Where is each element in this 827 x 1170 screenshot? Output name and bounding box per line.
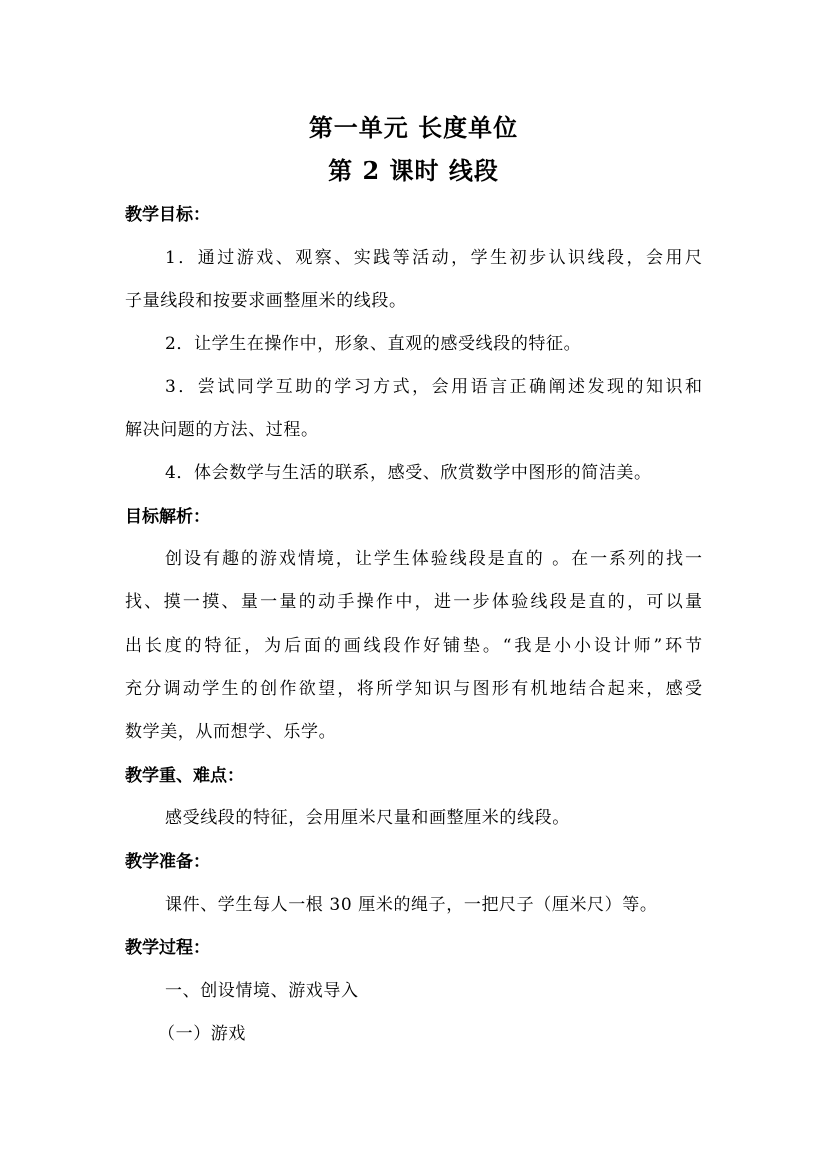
analysis-line-3: 出长度的特征，为后面的画线段作好铺垫。“我是小小设计师”环节: [125, 636, 702, 656]
preparation-text: 课件、学生每人一根 30 厘米的绳子，一把尺子（厘米尺）等。: [165, 895, 658, 915]
analysis-line-2: 找、摸一摸、量一量的动手操作中，进一步体验线段是直的，可以量: [125, 592, 702, 612]
objective-item-1-line-1: 1．通过游戏、观察、实践等活动，学生初步认识线段，会用尺: [165, 248, 702, 268]
process-heading: 教学过程：: [125, 938, 210, 958]
key-points-text: 感受线段的特征，会用厘米尺量和画整厘米的线段。: [165, 808, 570, 828]
objective-item-2: 2．让学生在操作中，形象、直观的感受线段的特征。: [165, 334, 582, 354]
objectives-heading: 教学目标：: [125, 205, 210, 225]
objective-item-4: 4．体会数学与生活的联系，感受、欣赏数学中图形的简洁美。: [165, 463, 652, 483]
process-sub-1: （一）游戏: [158, 1024, 246, 1044]
analysis-line-5: 数学美，从而想学、乐学。: [125, 722, 337, 742]
analysis-heading: 目标解析：: [125, 507, 210, 527]
analysis-line-1: 创设有趣的游戏情境，让学生体验线段是直的 。在一系列的找一: [165, 549, 702, 569]
objective-item-3-line-2: 解决问题的方法、过程。: [125, 420, 319, 440]
lesson-title: 第 2 课时 线段: [328, 156, 499, 185]
key-points-heading: 教学重、难点：: [125, 766, 244, 786]
unit-title: 第一单元 长度单位: [308, 113, 519, 142]
objective-item-1-line-2: 子量线段和按要求画整厘米的线段。: [125, 291, 407, 311]
process-step-1: 一、创设情境、游戏导入: [165, 981, 359, 1001]
preparation-heading: 教学准备：: [125, 852, 210, 872]
analysis-line-4: 充分调动学生的创作欲望，将所学知识与图形有机地结合起来，感受: [125, 679, 702, 699]
objective-item-3-line-1: 3．尝试同学互助的学习方式，会用语言正确阐述发现的知识和: [165, 377, 702, 397]
